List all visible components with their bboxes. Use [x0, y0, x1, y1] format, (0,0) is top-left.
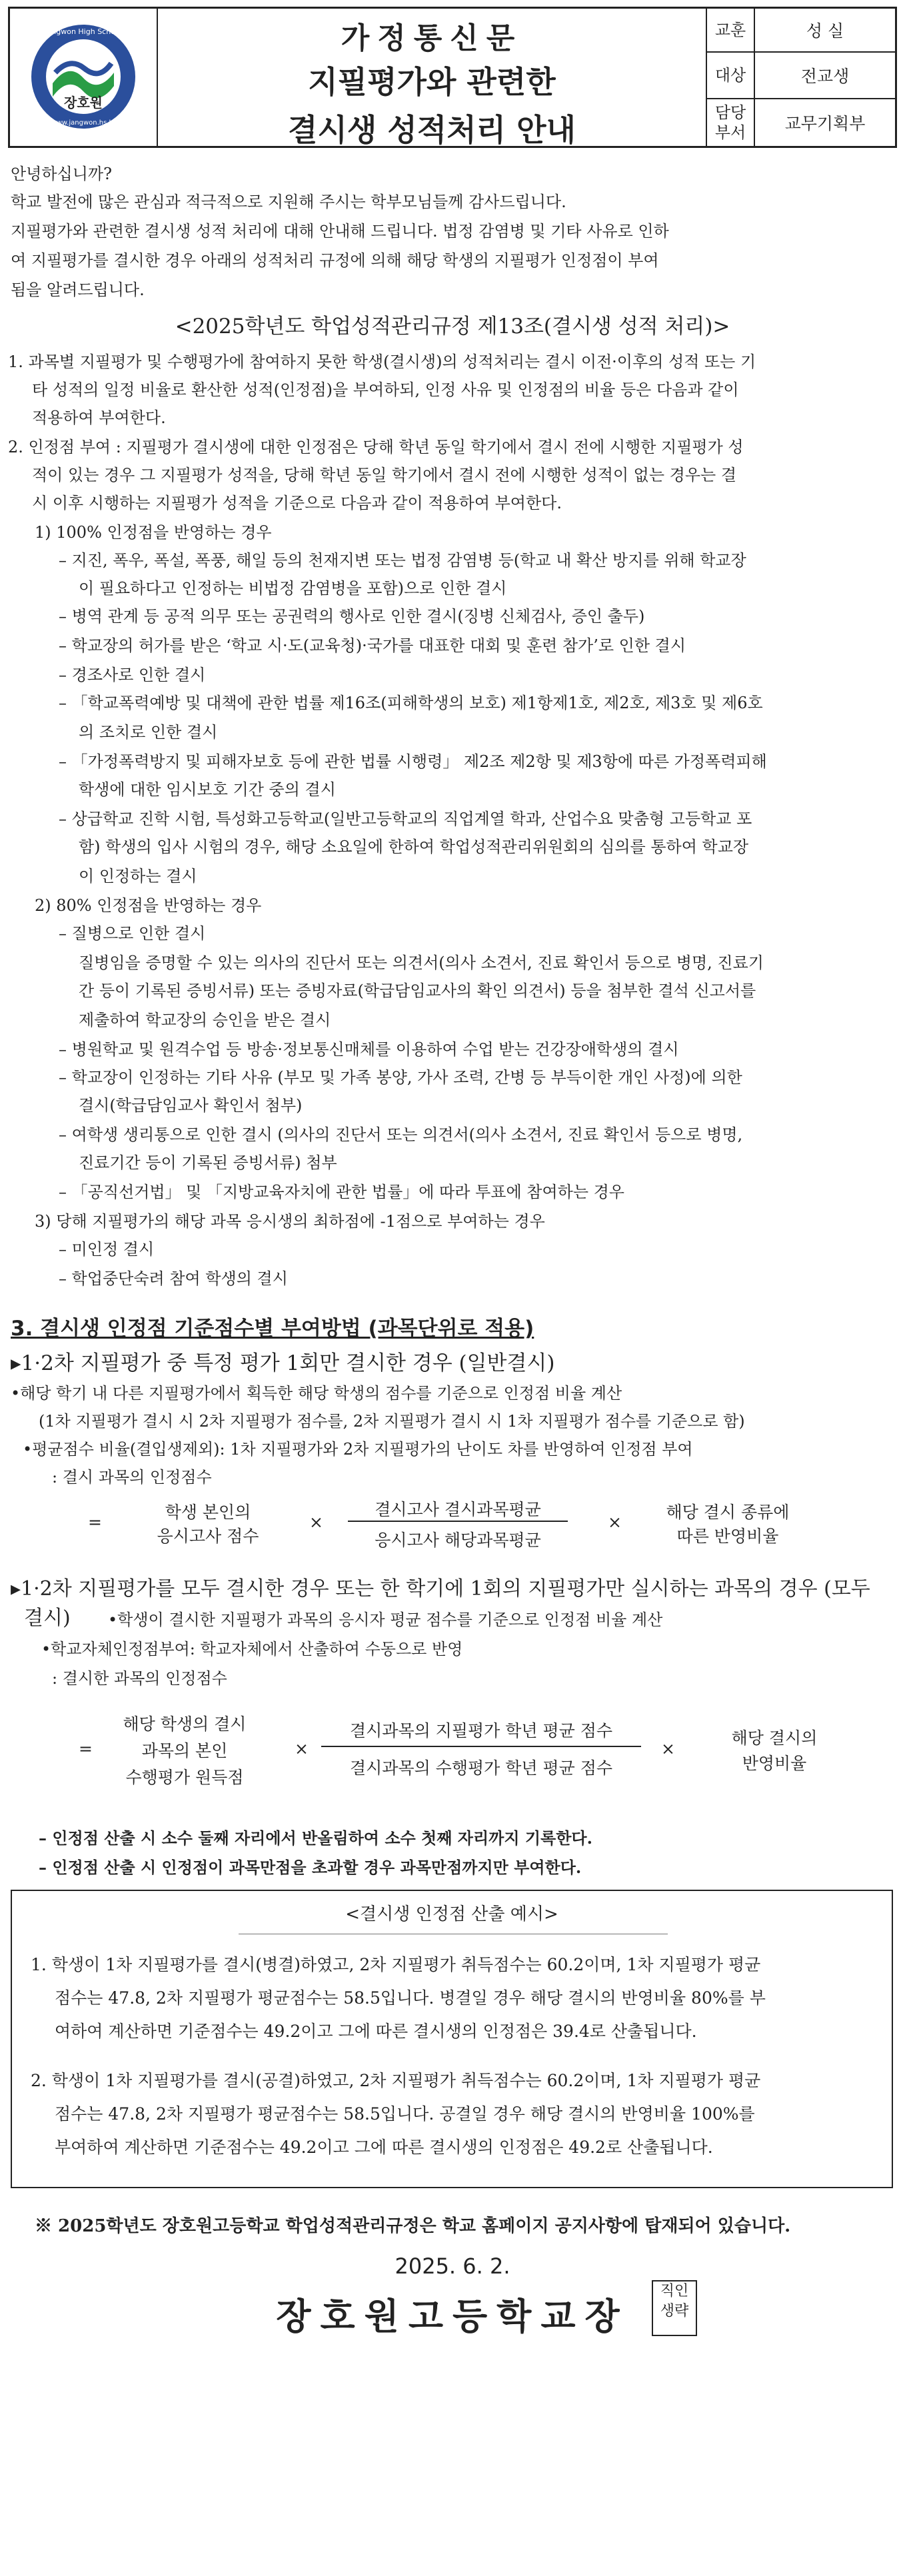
formula2-times: ×	[295, 1739, 309, 1758]
rule-line: 이 필요하다고 인정하는 비법정 감염병을 포함)으로 인한 결시	[79, 579, 507, 598]
formula2-denominator: 결시과목의 수행평가 학년 평균 점수	[349, 1758, 613, 1778]
logo-text: Jangwon High School	[45, 27, 122, 36]
rule-line: 간 등이 기록된 증빙서류) 또는 증빙자료(학급담임교사의 확인 의견서) 등을 첨부한 결석 신고서를	[79, 981, 756, 1000]
meta-key: 교훈	[707, 9, 755, 51]
case2-line: •학생이 결시한 지필평가 과목의 응시자 평균 점수를 기준으로 인정점 비율 계산	[108, 1610, 663, 1629]
formula1-numerator: 결시고사 결시과목평균	[375, 1500, 541, 1519]
rule-line: 이 인정하는 결시	[79, 867, 197, 886]
formula2-term-a-line: 해당 학생의 결시	[123, 1714, 247, 1734]
example-box	[11, 1890, 893, 2188]
meta-value: 교무기획부	[784, 114, 866, 133]
case1-line: (1차 지필평가 결시 시 2차 지필평가 점수를, 2차 지필평가 결시 시 1차 지필평가 점수를 기준으로 함)	[39, 1412, 745, 1431]
intro-line: 학교 발전에 많은 관심과 적극적으로 지원해 주시는 학부모님들께 감사드립니다.	[11, 193, 566, 211]
rule-line: 적이 있는 경우 그 지필평가 성적을, 당해 학년 동일 학기에서 결시 전에 시행한 성적이 없는 경우는 결	[32, 466, 737, 484]
rule-line: – 여학생 생리통으로 인한 결시 (의사의 진단서 또는 의견서(의사 소견서, 진료 확인서 등으로 병명,	[59, 1125, 743, 1144]
rule-line: – 학교장이 인정하는 기타 사유 (부모 및 가족 봉양, 가사 조력, 간병 등 부득이한 개인 사정)에 의한	[59, 1068, 742, 1087]
rule-line: – 상급학교 진학 시험, 특성화고등학교(일반고등학교의 직업계열 학과, 산업수요 맞춤형 고등학교 포	[59, 810, 752, 828]
official-seal-omitted	[652, 2280, 697, 2336]
document-title-line2: 결시생 성적처리 안내	[288, 112, 576, 148]
example-line: 2. 학생이 1차 지필평가를 결시(공결)하였고, 2차 지필평가 취득점수는 60.2이며, 1차 지필평가 평균	[31, 2071, 761, 2090]
formula1-term-a-line: 응시고사 점수	[157, 1527, 259, 1546]
rule-line: 1) 100% 인정점을 반영하는 경우	[35, 523, 272, 542]
rule-line: – 질병으로 인한 결시	[59, 924, 206, 943]
rule-line: 타 성적의 일정 비율로 환산한 성적(인정점)을 부여하되, 인정 사유 및 인정점의 비율 등은 다음과 같이	[32, 380, 739, 399]
notice-type-title: 가정통신문	[341, 21, 523, 55]
issue-date: 2025. 6. 2.	[395, 2254, 510, 2279]
case1-line: •해당 학기 내 다른 지필평가에서 획득한 해당 학생의 점수를 기준으로 인정점 비율 계산	[11, 1384, 622, 1403]
meta-row-motto	[707, 9, 895, 53]
seal-text: 생략	[660, 2303, 689, 2319]
formula2-term-a	[108, 1711, 261, 1791]
meta-key: 대상	[707, 53, 755, 98]
formula1-times: ×	[608, 1513, 622, 1532]
formula1-term-c-line: 따른 반영비율	[676, 1527, 779, 1546]
rule-line: – 학업중단숙려 참여 학생의 결시	[59, 1269, 288, 1288]
max-score-note: – 인정점 산출 시 인정점이 과목만점을 초과할 경우 과목만점까지만 부여한다.	[39, 1858, 582, 1877]
example-item-2	[31, 2064, 760, 2164]
rule-title: <2025학년도 학업성적관리규정 제13조(결시생 성적 처리)>	[175, 315, 730, 338]
example-title: <결시생 인정점 산출 예시>	[345, 1904, 558, 1924]
document-page	[8, 7, 897, 2337]
formula2-equals: =	[79, 1739, 93, 1758]
rule-line: – 「공직선거법」 및 「지방교육자치에 관한 법률」에 따라 투표에 참여하는 경우	[59, 1183, 624, 1201]
rule-line: – 병원학교 및 원격수업 등 방송·정보통신매체를 이용하여 수업 받는 건강장애학생의 결시	[59, 1040, 679, 1059]
example-line: 1. 학생이 1차 지필평가를 결시(병결)하였고, 2차 지필평가 취득점수는 60.2이며, 1차 지필평가 평균	[31, 1955, 761, 1974]
rule-line: – 경조사로 인한 결시	[59, 666, 206, 684]
rule-line: 의 조치로 인한 결시	[79, 723, 218, 742]
rule-line: 1. 과목별 지필평가 및 수행평가에 참여하지 못한 학생(결시생)의 성적처리는 결시 이전·이후의 성적 또는 기	[8, 352, 756, 371]
logo-name: 장호원	[64, 95, 103, 111]
document-title-line1: 지필평가와 관련한	[308, 64, 556, 100]
intro-line: 지필평가와 관련한 결시생 성적 처리에 대해 안내해 드립니다. 법정 감염병 및 기타 사유로 인하	[11, 222, 669, 241]
case1-title: ▸1·2차 지필평가 중 특정 평가 1회만 결시한 경우 (일반결시)	[11, 1351, 555, 1375]
intro-line: 안녕하십니까?	[11, 165, 112, 183]
example-line: 점수는 47.8, 2차 지필평가 평균점수는 58.5입니다. 공결일 경우 해당 결시의 반영비율 100%를	[55, 2104, 755, 2124]
rule-line: 시 이후 시행하는 지필평가 성적을 기준으로 다음과 같이 적용하여 부여한다.	[32, 494, 562, 512]
case1-line: •평균점수 비율(결입생제외): 1차 지필평가와 2차 지필평가의 난이도 차를 반영하여 인정점 부여	[23, 1440, 693, 1459]
meta-key: 담당 부서	[707, 99, 755, 146]
meta-row-target	[707, 53, 895, 99]
logo-cell	[10, 9, 158, 146]
rounding-note: – 인정점 산출 시 소수 둘째 자리에서 반올림하여 소수 첫째 자리까지 기록한다.	[39, 1828, 592, 1848]
rule-line: 2. 인정점 부여 : 지필평가 결시생에 대한 인정점은 당해 학년 동일 학기에서 결시 전에 시행한 지필평가 성	[8, 438, 744, 456]
intro-line: 됨을 알려드립니다.	[11, 281, 145, 299]
formula2-times: ×	[661, 1739, 675, 1758]
seal-text: 직인	[660, 2283, 689, 2299]
section3-title: 3. 결시생 인정점 기준점수별 부여방법 (과목단위로 적용)	[11, 1317, 534, 1341]
rule-line: 2) 80% 인정점을 반영하는 경우	[35, 896, 262, 915]
rule-line: 함) 학생의 입사 시험의 경우, 해당 소요일에 한하여 학업성적관리위원회의 심의를 통하여 학교장	[79, 838, 749, 856]
example-line: 점수는 47.8, 2차 지필평가 평균점수는 58.5입니다. 병결일 경우 해당 결시의 반영비율 80%를 부	[55, 1988, 766, 2008]
formula2-term-a-line: 과목의 본인	[141, 1741, 228, 1760]
homepage-notice: ※ 2025학년도 장호원고등학교 학업성적관리규정은 학교 홈페이지 공지사항에 탑재되어 있습니다.	[35, 2216, 791, 2236]
rule-line: – 학교장의 허가를 받은 ‘학교 시·도(교육청)·국가를 대표한 대회 및 훈련 참가’로 인한 결시	[59, 636, 686, 655]
formula1-term-c	[648, 1501, 808, 1549]
formula1-fraction-bar	[348, 1521, 568, 1522]
intro-line: 여 지필평가를 결시한 경우 아래의 성적처리 규정에 의해 해당 학생의 지필평가 인정점이 부여	[11, 251, 659, 270]
formula1-term-a	[135, 1501, 281, 1549]
rule-line: 질병임을 증명할 수 있는 의사의 진단서 또는 의견서(의사 소견서, 진료 확인서 등으로 병명, 진료기	[79, 954, 764, 972]
formula1-times: ×	[309, 1513, 323, 1532]
formula1-denominator: 응시고사 해당과목평균	[375, 1531, 541, 1550]
formula2-term-c-line: 해당 결시의	[731, 1728, 818, 1748]
formula2-term-a-line: 수행평가 원득점	[125, 1768, 244, 1787]
example-line: 부여하여 계산하면 기준점수는 49.2이고 그에 따른 결시생의 인정점은 49.2로 산출됩니다.	[55, 2138, 713, 2157]
meta-table	[707, 9, 895, 146]
formula1-equals: =	[88, 1513, 102, 1532]
example-item-1	[31, 1948, 766, 2048]
meta-value: 전교생	[800, 67, 850, 86]
meta-value: 성 실	[806, 21, 844, 41]
case2-line: : 결시한 과목의 인정점수	[52, 1669, 227, 1688]
case2-title: ▸1·2차 지필평가를 모두 결시한 경우 또는 한 학기에 1회의 지필평가만 실시하는 과목의 경우 (모두	[11, 1577, 870, 1601]
rule-line: – 미인정 결시	[59, 1240, 155, 1259]
rule-line: 3) 당해 지필평가의 해당 과목 응시생의 최하점에 -1점으로 부여하는 경우	[35, 1212, 545, 1231]
rule-line: 적용하여 부여한다.	[32, 408, 166, 427]
rule-line: 제출하여 학교장의 승인을 받은 결시	[79, 1011, 331, 1029]
formula1-term-a-line: 학생 본인의	[165, 1503, 251, 1522]
rule-line: 학생에 대한 임시보호 기간 중의 결시	[79, 780, 336, 799]
formula1-term-c-line: 해당 결시 종류에	[666, 1503, 790, 1522]
rule-line: – 병역 관계 등 공적 의무 또는 공권력의 행사로 인한 결시(징병 신체검사, 증인 출두)	[59, 607, 645, 626]
formula2-numerator: 결시과목의 지필평가 학년 평균 점수	[349, 1721, 613, 1740]
case2-title: 결시)	[24, 1607, 71, 1630]
formula2-fraction-bar	[321, 1746, 641, 1747]
logo-url: www.jangwon.hs.kr	[51, 119, 116, 127]
rule-line: – 「가정폭력방지 및 피해자보호 등에 관한 법률 시행령」 제2조 제2항 및 제3항에 따른 가정폭력피해	[59, 752, 767, 771]
formula2-term-c	[701, 1726, 848, 1776]
school-principal-name: 장호원고등학교장	[276, 2295, 629, 2337]
rule-line: – 지진, 폭우, 폭설, 폭풍, 해일 등의 천재지변 또는 법정 감염병 등(학교 내 확산 방지를 위해 학교장	[59, 551, 746, 570]
rule-line: – 「학교폭력예방 및 대책에 관한 법률 제16조(피해학생의 보호) 제1항제1호, 제2호, 제3호 및 제6호	[59, 694, 763, 712]
case2-line: •학교자체인정점부여: 학교자체에서 산출하여 수동으로 반영	[41, 1640, 463, 1658]
example-line: 여하여 계산하면 기준점수는 49.2이고 그에 따른 결시생의 인정점은 39.4로 산출됩니다.	[55, 2022, 697, 2041]
school-logo-icon	[29, 22, 138, 131]
title-cell	[158, 9, 707, 146]
header-table	[8, 7, 897, 148]
formula2-term-c-line: 반영비율	[742, 1754, 807, 1773]
rule-line: 결시(학급담임교사 확인서 첨부)	[79, 1096, 303, 1115]
meta-row-department	[707, 99, 895, 146]
rule-line: 진료기간 등이 기록된 증빙서류) 첨부	[79, 1153, 337, 1172]
case1-line: : 결시 과목의 인정점수	[52, 1468, 212, 1487]
